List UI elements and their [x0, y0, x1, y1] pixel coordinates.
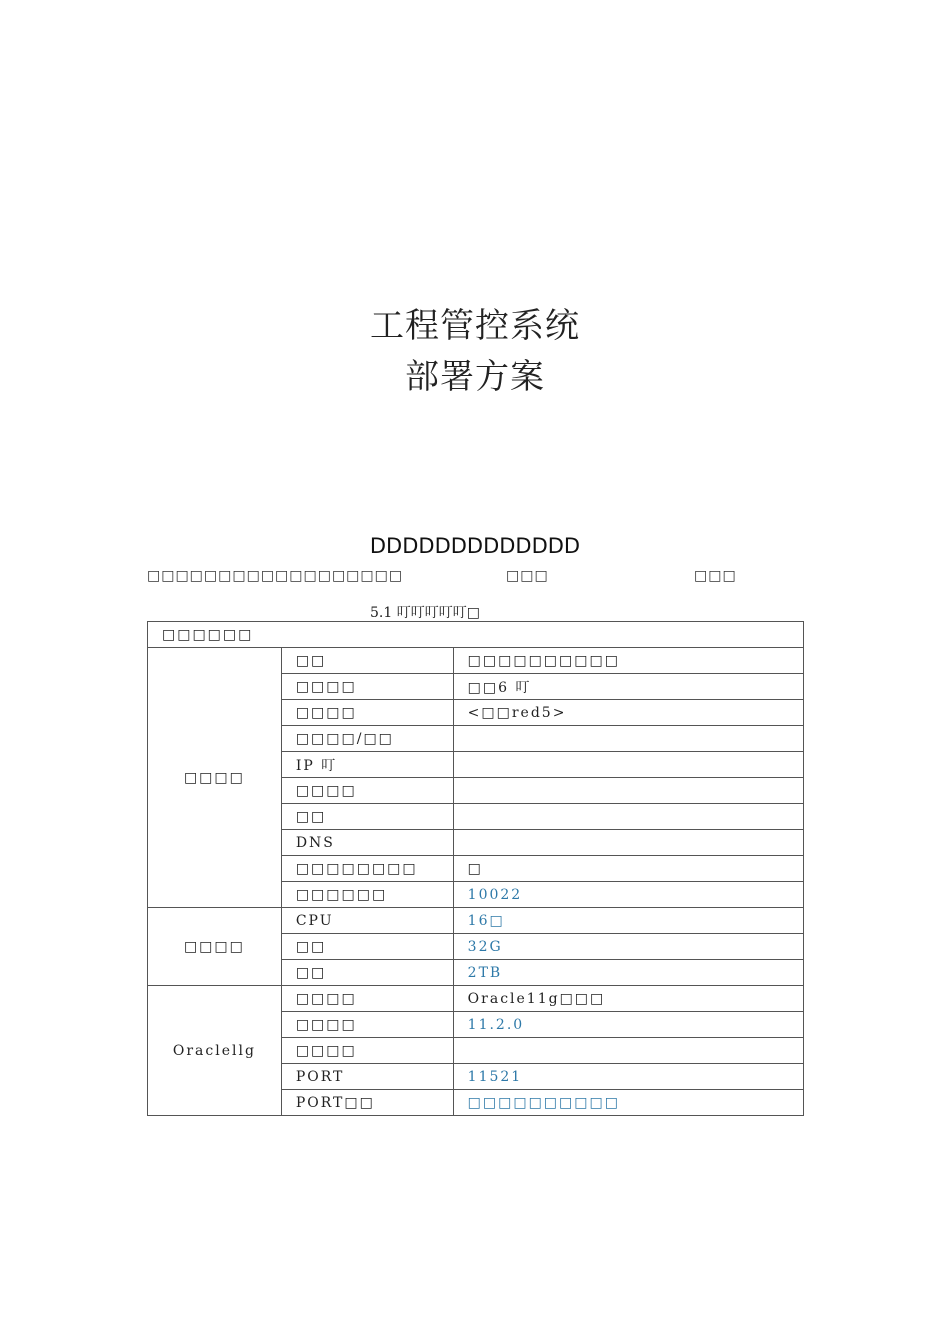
- toc-heading: DDDDDDDDDDDDD: [369, 534, 581, 558]
- param-value-cell: □□6 叮: [453, 674, 803, 700]
- param-name-cell: □□: [281, 934, 453, 960]
- table-header-cell: □□□□□□: [148, 622, 804, 648]
- param-value-cell: 11.2.0: [453, 1012, 803, 1038]
- toc-entry-middle: □□□: [506, 568, 549, 584]
- param-name-cell: □□□□: [281, 986, 453, 1012]
- param-value-cell: [453, 752, 803, 778]
- param-name-cell: PORT□□: [281, 1090, 453, 1116]
- toc-entry-page: □□□: [694, 568, 737, 584]
- param-value-cell: [453, 1038, 803, 1064]
- param-name-cell: □□□□: [281, 1038, 453, 1064]
- param-value-cell: <□□red5>: [453, 700, 803, 726]
- param-name-cell: □□: [281, 960, 453, 986]
- param-value-cell: 32G: [453, 934, 803, 960]
- table-caption: 5.1 叮叮叮叮叮□: [370, 605, 480, 621]
- param-name-cell: DNS: [281, 830, 453, 856]
- table-row: [148, 908, 804, 934]
- param-value-cell: [453, 778, 803, 804]
- param-name-cell: □□□□□□: [281, 882, 453, 908]
- param-value-cell: [453, 804, 803, 830]
- param-value-cell: 10022: [453, 882, 803, 908]
- param-name-cell: PORT: [281, 1064, 453, 1090]
- param-value-cell: Oracle11g□□□: [453, 986, 803, 1012]
- param-name-cell: □□□□/□□: [281, 726, 453, 752]
- param-value-cell: 2TB: [453, 960, 803, 986]
- param-name-cell: □□□□: [281, 700, 453, 726]
- group-label-cell: Oraclellg: [148, 986, 282, 1116]
- toc-entry-text: □□□□□□□□□□□□□□□□□□: [147, 568, 404, 584]
- param-value-cell: 16□: [453, 908, 803, 934]
- param-value-cell: □□□□□□□□□□: [453, 648, 803, 674]
- param-value-cell: [453, 830, 803, 856]
- param-name-cell: □□□□□□□□: [281, 856, 453, 882]
- param-name-cell: □□□□: [281, 778, 453, 804]
- param-name-cell: □□: [281, 648, 453, 674]
- document-subtitle: 部署方案: [405, 357, 545, 397]
- param-name-cell: □□□□: [281, 674, 453, 700]
- group-label-cell: □□□□: [148, 908, 282, 986]
- deployment-spec-table: [147, 621, 804, 1116]
- param-name-cell: CPU: [281, 908, 453, 934]
- param-name-cell: IP 叮: [281, 752, 453, 778]
- table-row: [148, 986, 804, 1012]
- param-value-cell: [453, 726, 803, 752]
- param-value-cell: □: [453, 856, 803, 882]
- param-name-cell: □□□□: [281, 1012, 453, 1038]
- param-name-cell: □□: [281, 804, 453, 830]
- document-title: 工程管控系统: [370, 306, 580, 346]
- group-label-cell: □□□□: [148, 648, 282, 908]
- table-header-row: [148, 622, 804, 648]
- param-value-cell: 11521: [453, 1064, 803, 1090]
- param-value-cell: □□□□□□□□□□: [453, 1090, 803, 1116]
- table-row: [148, 648, 804, 674]
